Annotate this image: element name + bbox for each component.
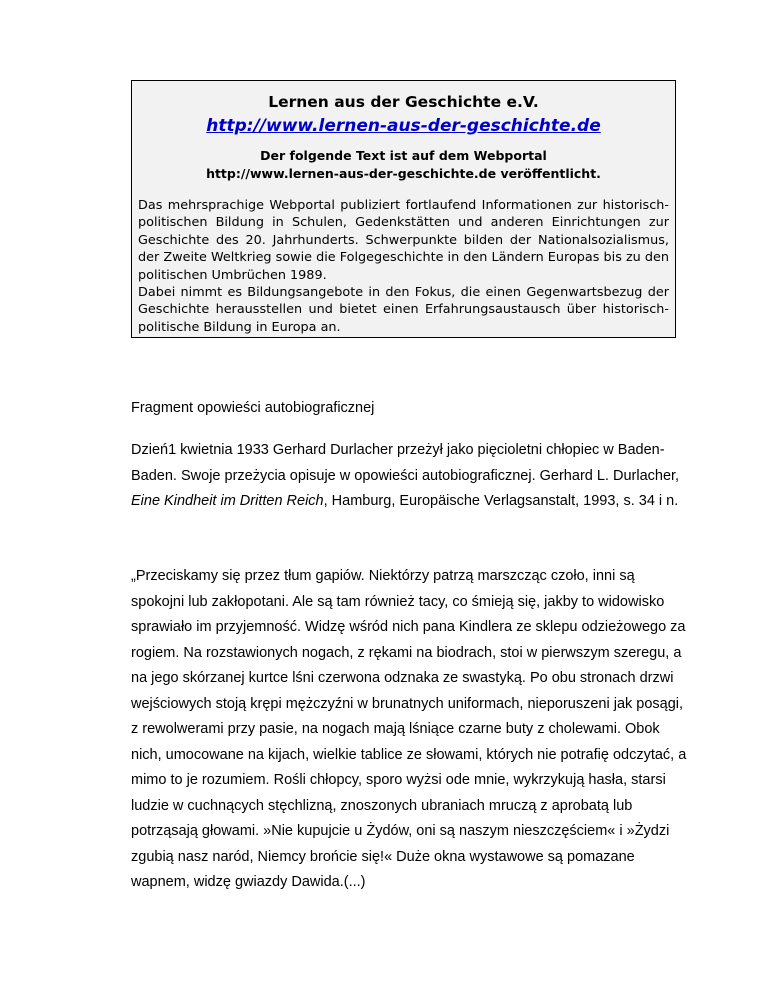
intro-text-start: Dzień1 kwietnia 1933 Gerhard Durlacher przeżył jako pięcioletni chłopiec w Baden-Baden. Swoje przeżycia opisuje w opowieści autobiograficznej. Gerhard L. Durlacher, xyxy=(131,442,680,484)
notice-line-2: http://www.lernen-aus-der-geschichte.de veröffentlicht. xyxy=(206,166,601,181)
portal-description xyxy=(138,197,669,336)
article-quote xyxy=(131,564,691,896)
org-name: Lernen aus der Geschichte e.V. xyxy=(268,93,539,111)
description-paragraph-2: Dabei nimmt es Bildungsangebote in den Fokus, die einen Gegenwartsbezug der Geschichte herausstellen und bietet einen Erfahrungsaustausch über historisch-politische Bildung in Europa an. xyxy=(138,285,669,335)
info-box xyxy=(131,80,676,338)
description-paragraph-1: Das mehrsprachige Webportal publiziert fortlaufend Informationen zur historisch-politischen Bildung in Schulen, Gedenkstätten und anderen Einrichtungen zur Geschichte des 20. Jahrhunderts. Schwerpunkte bilden der Nationalsozialismus, der Zweite Weltkrieg sowie die Folgegeschichte in den Ländern Europas bis zu den politischen Umbrüchen 1989. xyxy=(138,198,669,283)
article-intro xyxy=(131,438,691,515)
article-heading: Fragment opowieści autobiograficznej xyxy=(131,400,375,416)
publication-notice xyxy=(138,147,669,183)
org-url-link[interactable]: http://www.lernen-aus-der-geschichte.de xyxy=(206,116,601,136)
notice-line-1: Der folgende Text ist auf dem Webportal xyxy=(260,148,547,163)
book-title: Eine Kindheit im Dritten Reich xyxy=(131,493,324,509)
intro-text-end: , Hamburg, Europäische Verlagsanstalt, 1993, s. 34 i n. xyxy=(323,493,679,509)
quote-text: „Przeciskamy się przez tłum gapiów. Niektórzy patrzą marszcząc czoło, inni są spokojni lub zakłopotani. Ale są tam również tacy, co śmieją się, jakby to widowisko sprawiało im przyjemność. Widzę wśród nich pana Kindlera ze sklepu odzieżowego za rogiem. Na rozstawionych nogach, z rękami na biodrach, stoi w pierwszym szeregu, a na jego skórzanej kurtce lśni czerwona odznaka ze swastyką. Po obu stronach drzwi wejściowych stoją krępi mężczyźni w brunatnych uniformach, nieporuszeni jak posągi, z rewolwerami przy pasie, na nogach mają lśniące czarne buty z cholewami. Obok nich, umocowane na kijach, wielkie tablice ze słowami, których nie potrafię odczytać, a mimo to je rozumiem. Rośli chłopcy, sporo wyżsi ode mnie, wykrzykują hasła, starsi ludzie w cuchnących stęchlizną, znoszonych ubraniach mruczą z aprobatą lub potrząsają głowami. »Nie kupujcie u Żydów, oni są naszym nieszczęściem« i »Żydzi zgubią nasz naród, Niemcy brońcie się!« Duże okna wystawowe są pomazane wapnem, widzę gwiazdy Dawida.(...) xyxy=(131,568,687,890)
